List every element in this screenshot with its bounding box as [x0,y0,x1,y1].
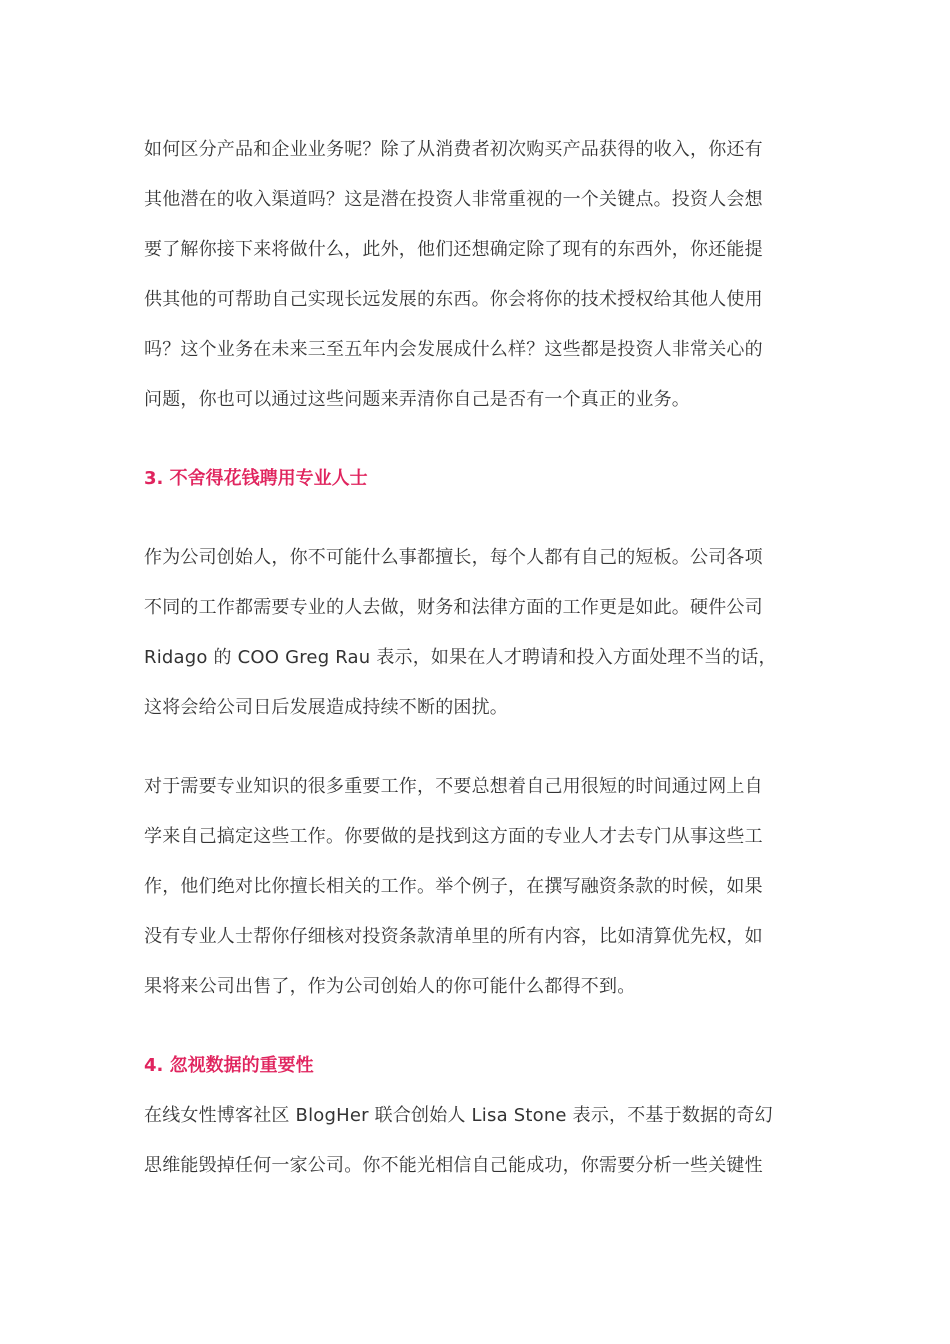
section-heading: 4. 忽视数据的重要性 [144,1055,314,1076]
paragraph-line: 在线女性博客社区 BlogHer 联合创始人 Lisa Stone 表示，不基于数据的奇幻 [144,1105,773,1126]
paragraph-line: 这将会给公司日后发展造成持续不断的困扰。 [144,697,508,718]
paragraph-line: 作，他们绝对比你擅长相关的工作。举个例子，在撰写融资条款的时候，如果 [144,876,763,897]
paragraph-line: 供其他的可帮助自己实现长远发展的东西。你会将你的技术授权给其他人使用 [144,289,763,310]
paragraph-line: Ridago 的 COO Greg Rau 表示，如果在人才聘请和投入方面处理不当的话， [144,647,777,668]
paragraph-line: 没有专业人士帮你仔细核对投资条款清单里的所有内容，比如清算优先权，如 [144,926,763,947]
paragraph-line: 对于需要专业知识的很多重要工作，不要总想着自己用很短的时间通过网上自 [144,776,763,797]
paragraph-line: 不同的工作都需要专业的人去做，财务和法律方面的工作更是如此。硬件公司 [144,597,763,618]
paragraph-line: 如何区分产品和企业业务呢？除了从消费者初次购买产品获得的收入，你还有 [144,139,763,160]
paragraph-line: 作为公司创始人，你不可能什么事都擅长，每个人都有自己的短板。公司各项 [144,547,763,568]
section-heading: 3. 不舍得花钱聘用专业人士 [144,468,368,489]
paragraph-line: 思维能毁掉任何一家公司。你不能光相信自己能成功，你需要分析一些关键性 [144,1155,763,1176]
paragraph-line: 吗？这个业务在未来三至五年内会发展成什么样？这些都是投资人非常关心的 [144,339,763,360]
paragraph-line: 问题，你也可以通过这些问题来弄清你自己是否有一个真正的业务。 [144,389,690,410]
paragraph-line: 要了解你接下来将做什么，此外，他们还想确定除了现有的东西外，你还能提 [144,239,763,260]
paragraph-line: 其他潜在的收入渠道吗？这是潜在投资人非常重视的一个关键点。投资人会想 [144,189,763,210]
paragraph-line: 果将来公司出售了，作为公司创始人的你可能什么都得不到。 [144,976,636,997]
paragraph-line: 学来自己搞定这些工作。你要做的是找到这方面的专业人才去专门从事这些工 [144,826,763,847]
